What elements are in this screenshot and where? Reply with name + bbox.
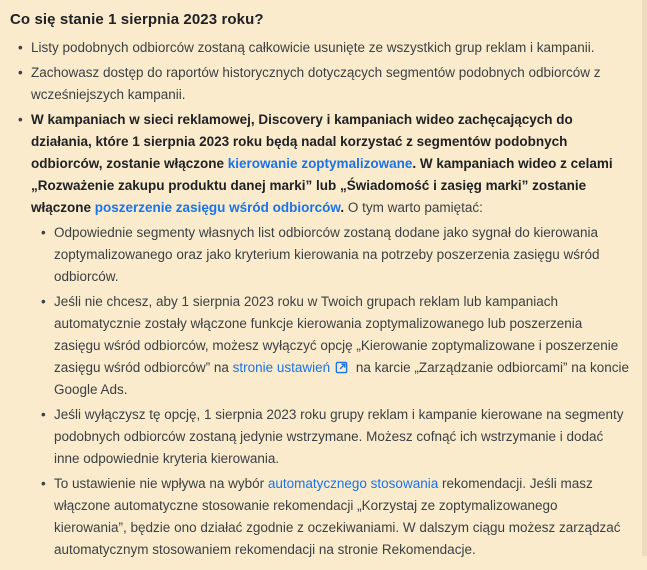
text-run: Listy podobnych odbiorców zostaną całkowicie usunięte ze wszystkich grup reklam i kampanii. [31, 40, 595, 55]
bold-text-run: . W kampaniach wideo z celami „Rozważenie zakupu produktu danej marki” lub „Świadomość i zasięg marki” zostanie włączone [31, 156, 613, 215]
text-run: Zachowasz dostęp do raportów historycznych dotyczących segmentów podobnych odbiorców z wcześniejszych kampanii. [31, 65, 601, 102]
right-edge-shade [642, 0, 647, 556]
bullet-item [18, 109, 631, 561]
sub-bullet-item [41, 473, 631, 561]
bullet-item [18, 37, 631, 59]
open-in-new-icon [335, 357, 348, 379]
bullet-marker: • [41, 225, 46, 240]
text-run: rekomendacji. Jeśli masz włączone automatyczne stosowanie rekomendacji „Korzystaj ze zoptymalizowanego kierowania”, będzie ono działać zgodnie z oczekiwaniami. W dalszym ciągu możesz zarządzać automatycznym stosowaniem rekomendacji na stronie Rekomendacje. [54, 476, 621, 557]
bullet-text [54, 225, 600, 284]
bullet-text [31, 40, 595, 55]
sub-bullet-list [41, 222, 631, 561]
bullet-text [31, 112, 613, 215]
sub-bullet-item [41, 404, 631, 470]
section-heading: Co się stanie 1 sierpnia 2023 roku? [10, 11, 264, 28]
text-run: Odpowiednie segmenty własnych list odbiorców zostaną dodane jako sygnał do kierowania zoptymalizowanego oraz jako kryterium kierowania na potrzeby poszerzenia zasięgu wśród odbiorców. [54, 225, 600, 284]
optimized-targeting-link[interactable]: kierowanie zoptymalizowane [227, 156, 413, 171]
bullet-text [31, 65, 601, 102]
bullet-text [54, 476, 621, 557]
text-run: na karcie „Zarządzanie odbiorcami” na koncie Google Ads. [54, 360, 630, 397]
bullet-list [10, 37, 631, 561]
auto-apply-recommendations-link[interactable]: automatycznego stosowania [267, 476, 439, 491]
sub-bullet-item [41, 291, 631, 401]
bold-text-run: W kampaniach w sieci reklamowej, Discovery i kampaniach wideo zachęcających do działania, które 1 sierpnia 2023 roku będą nadal korzystać z segmentów podobnych odbiorców, zostanie włączone [31, 112, 573, 171]
sub-bullet-item [41, 222, 631, 288]
bold-text-run: . [340, 200, 348, 215]
bullet-marker: • [18, 40, 23, 55]
bullet-marker: • [41, 476, 46, 491]
bullet-marker: • [41, 294, 46, 309]
bullet-marker: • [18, 65, 23, 80]
settings-page-link[interactable]: stronie ustawień [233, 360, 353, 375]
bullet-text [54, 407, 624, 466]
text-run: O tym warto pamiętać: [347, 200, 483, 215]
bullet-marker: • [41, 407, 46, 422]
bullet-marker: • [18, 112, 23, 127]
bullet-item [18, 62, 631, 106]
bullet-text [54, 294, 629, 397]
text-run: Jeśli wyłączysz tę opcję, 1 sierpnia 2023 roku grupy reklam i kampanie kierowane na segmenty podobnych odbiorców zostaną jedynie wstrzymane. Możesz cofnąć ich wstrzymanie i dodać inne odpowiednie kryteria kierowania. [54, 407, 624, 466]
audience-expansion-link[interactable]: poszerzenie zasięgu wśród odbiorców [94, 200, 341, 215]
text-run: Jeśli nie chcesz, aby 1 sierpnia 2023 roku w Twoich grupach reklam lub kampaniach automatycznie zostały włączone funkcje kierowania zoptymalizowanego lub poszerzenia zasięgu wśród odbiorców, możesz wyłączyć opcję „Kierowanie zoptymalizowane i poszerzenie zasięgu wśród odbiorców” na [54, 294, 619, 375]
text-run: To ustawienie nie wpływa na wybór [54, 476, 268, 491]
